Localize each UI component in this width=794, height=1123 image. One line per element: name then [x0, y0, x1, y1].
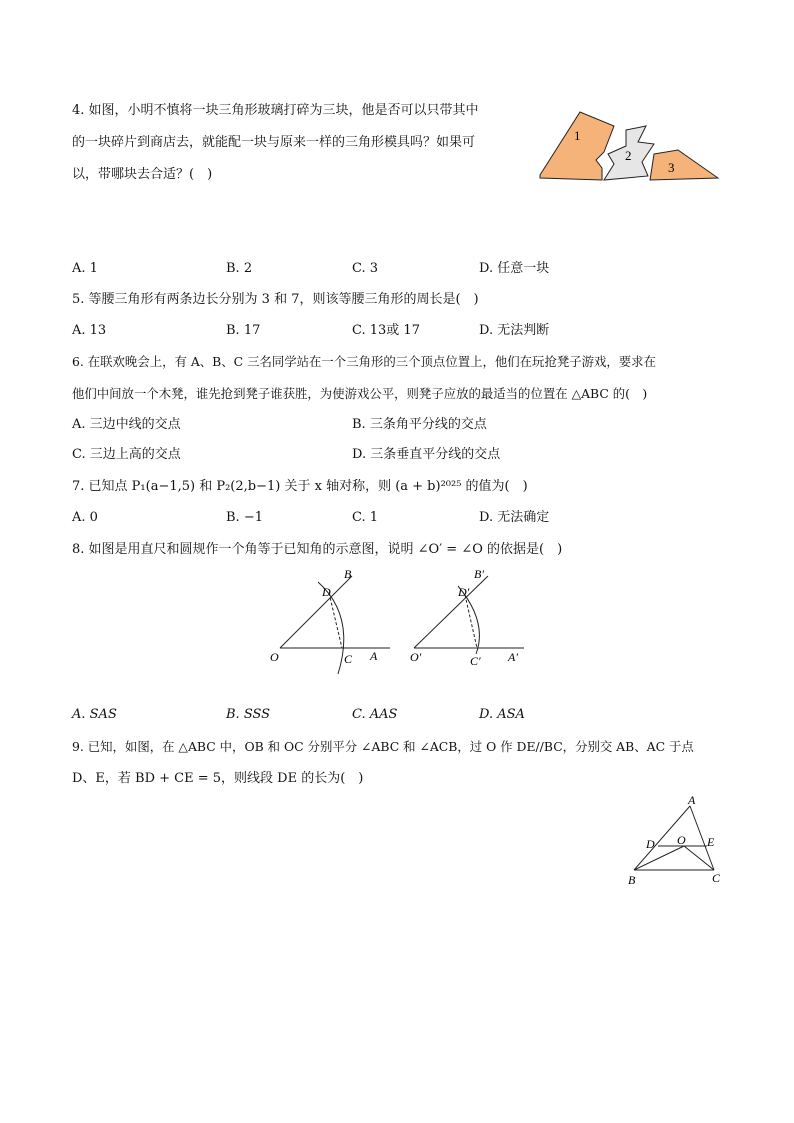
question-8-line-1: 8. 如图是用直尺和圆规作一个角等于已知角的示意图，说明 ∠O′ = ∠O 的依据是( ) [72, 542, 563, 557]
q4-option-b[interactable]: B. 2 [226, 261, 253, 276]
label-a-prime: A′ [508, 650, 518, 664]
question-9-line-2: D、E，若 BD + CE = 5，则线段 DE 的长为( ) [72, 771, 364, 786]
fragment-label-2: 2 [625, 148, 632, 163]
label-b-prime: B′ [474, 567, 484, 581]
question-4-line-2: 的一块碎片到商店去，就能配一块与原来一样的三角形模具吗？如果可 [72, 135, 476, 150]
label-d: D [646, 837, 655, 851]
q7-option-c[interactable]: C. 1 [352, 510, 379, 525]
q7-option-b[interactable]: B. −1 [226, 510, 263, 525]
label-a: A [370, 649, 378, 663]
angle-construction-figure [262, 562, 542, 682]
glass-fragment-3 [650, 150, 718, 180]
label-d: D [322, 585, 331, 599]
question-7-line-1: 7. 已知点 P₁(a−1,5) 和 P₂(2,b−1) 关于 x 轴对称，则 (a + b)²⁰²⁵ 的值为( ) [72, 479, 528, 494]
constructed-angle [410, 567, 524, 668]
q7-option-a[interactable]: A. 0 [72, 510, 98, 525]
q8-option-c[interactable]: C. AAS [352, 707, 398, 722]
q4-option-c[interactable]: C. 3 [352, 261, 379, 276]
q8-option-d[interactable]: D. ASA [479, 707, 525, 722]
label-o-prime: O′ [410, 650, 422, 664]
q8-option-b[interactable]: B. SSS [226, 707, 271, 722]
label-d-prime: D′ [458, 585, 470, 599]
question-6-line-2: 他们中间放一个木凳，谁先抢到凳子谁获胜，为使游戏公平，则凳子应放的最适当的位置在 △ABC 的( ) [72, 386, 648, 401]
q5-option-d[interactable]: D. 无法判断 [479, 323, 550, 338]
q5-option-a[interactable]: A. 13 [72, 323, 107, 338]
q6-option-b[interactable]: B. 三条角平分线的交点 [352, 417, 487, 432]
question-5-line-1: 5. 等腰三角形有两条边长分别为 3 和 7，则该等腰三角形的周长是( ) [72, 292, 479, 307]
label-o: O [677, 833, 686, 847]
label-c: C [712, 871, 721, 885]
label-b: B [344, 567, 352, 581]
label-a: A [688, 794, 696, 807]
label-e: E [707, 835, 715, 849]
q5-option-c[interactable]: C. 13或 17 [352, 323, 420, 338]
q8-option-a[interactable]: A. SAS [72, 707, 117, 722]
q7-option-d[interactable]: D. 无法确定 [479, 510, 550, 525]
q4-option-a[interactable]: A. 1 [72, 261, 98, 276]
fragment-label-1: 1 [574, 128, 581, 143]
fragment-label-3: 3 [668, 160, 675, 175]
q6-option-d[interactable]: D. 三条垂直平分线的交点 [352, 447, 501, 462]
q5-option-b[interactable]: B. 17 [226, 323, 261, 338]
question-4-line-3: 以，带哪块去合适？( ) [72, 167, 213, 182]
q6-option-c[interactable]: C. 三边上高的交点 [72, 447, 181, 462]
glass-fragment-1 [540, 112, 614, 180]
triangle-abc-figure [622, 794, 732, 890]
label-c: C [344, 652, 353, 666]
q6-option-a[interactable]: A. 三边中线的交点 [72, 417, 181, 432]
broken-glass-figure [530, 110, 730, 185]
question-4-line-1: 4. 如图，小明不慎将一块三角形玻璃打碎为三块，他是否可以只带其中 [72, 103, 479, 118]
label-c-prime: C′ [470, 654, 481, 668]
question-9-line-1: 9. 已知，如图，在 △ABC 中，OB 和 OC 分别平分 ∠ABC 和 ∠ACB，过 O 作 DE//BC，分别交 AB、AC 于点 [72, 739, 694, 754]
label-o: O [270, 650, 279, 664]
q4-option-d[interactable]: D. 任意一块 [479, 261, 550, 276]
question-6-line-1: 6. 在联欢晚会上，有 A、B、C 三名同学站在一个三角形的三个顶点位置上，他们在玩抢凳子游戏，要求在 [72, 354, 656, 369]
original-angle [270, 567, 390, 674]
label-b: B [628, 873, 636, 887]
